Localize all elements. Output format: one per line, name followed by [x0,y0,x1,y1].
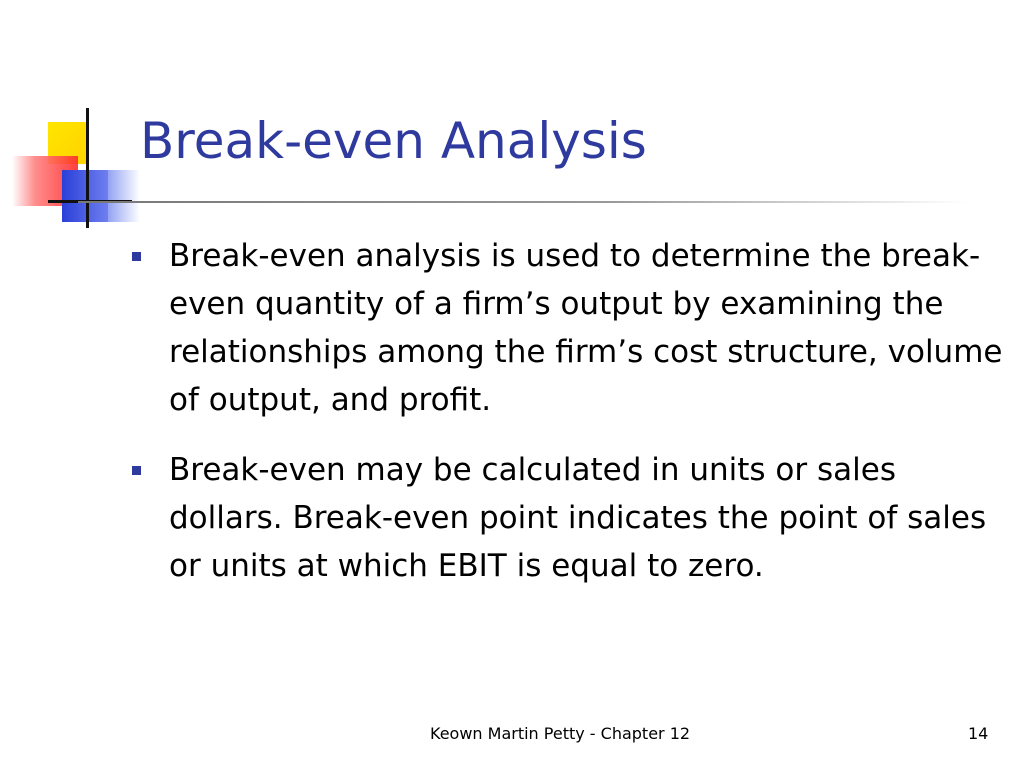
square-bullet-icon [132,466,141,475]
square-bullet-icon [132,252,141,261]
bullet-list [130,232,1010,612]
slide-title: Break-even Analysis [140,112,647,170]
bullet-text: Break-even analysis is used to determine the break-even quantity of a firm’s output by examining the relationships among the firm’s cost structure, volume of output, and profit. [169,238,1003,418]
title-divider [78,201,968,203]
blue-square-icon [62,170,108,222]
colored-squares-logo-icon [10,100,150,235]
footer-text: Keown Martin Petty - Chapter 12 [430,724,691,743]
bullet-text: Break-even may be calculated in units or sales dollars. Break-even point indicates the point of sales or units at which EBIT is equal to zero. [169,452,987,584]
page-number: 14 [968,724,989,743]
vertical-line-icon [86,108,89,228]
bullet-item [130,232,1010,424]
blue-fade-square-icon [108,170,140,222]
bullet-item [130,446,1010,590]
